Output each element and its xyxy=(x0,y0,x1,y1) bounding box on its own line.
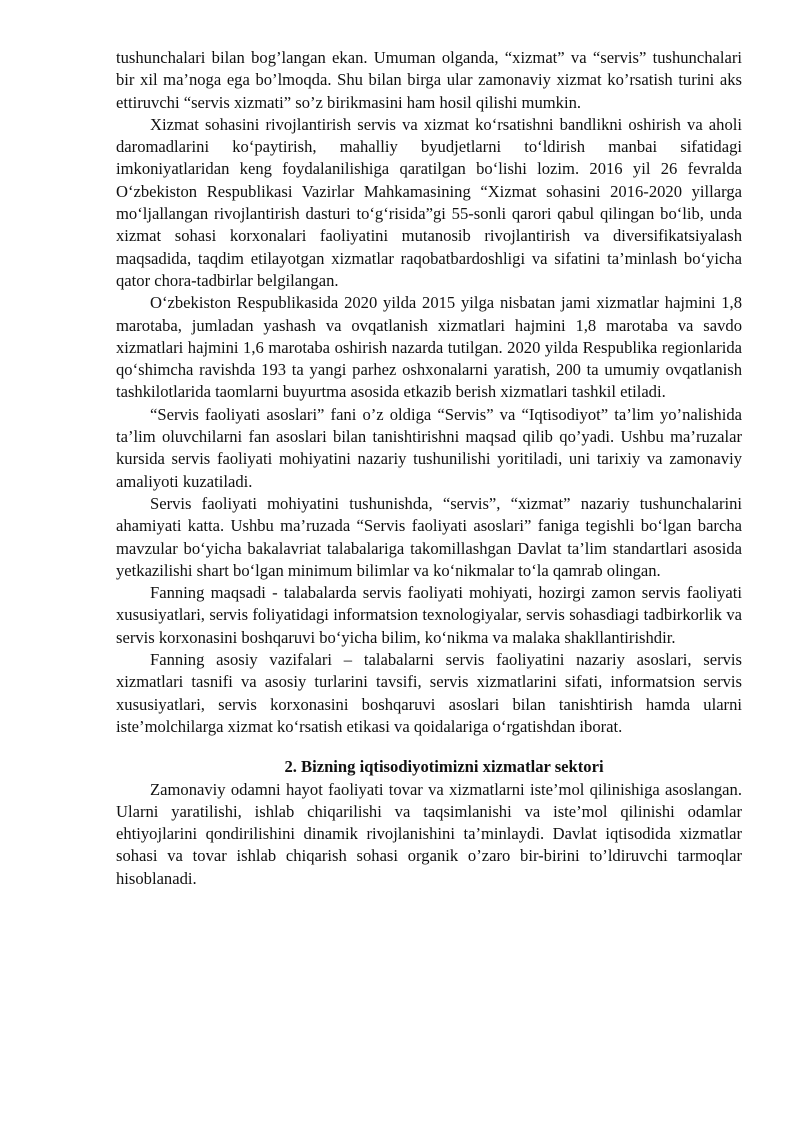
paragraph: tushunchalari bilan bog’langan ekan. Umuman olganda, “xizmat” va “servis” tushunchalari bir xil ma’noga ega bo’lmoqda. Shu bilan birga ular zamonaviy xizmat ko’rsatish turini aks ettiruvchi “servis xizmati” so’z birikmasini ham hosil qilishi mumkin. xyxy=(116,48,742,112)
paragraph: O‘zbekiston Respublikasida 2020 yilda 2015 yilga nisbatan jami xizmatlar hajmini 1,8 marotaba, jumladan yashash va ovqatlanish xizmatlari hajmini 1,8 marotaba va savdo xizmatlari hajmini 1,6 marotaba oshirish nazarda tutilgan. 2020 yilda Respublika regionlarida qo‘shimcha ravishda 193 ta yangi parhez oshxonalarni yaratish, 200 ta umumiy ovqatlanish tashkilotlarida taomlarni buyurtma asosida etkazib berish xizmatlari tashkil etiladi. xyxy=(116,293,742,402)
paragraph: Fanning maqsadi - talabalarda servis faoliyati mohiyati, hozirgi zamon servis faoliyati xususiyatlari, servis foliyatidagi informatsion texnologiyalar, servis sohasdiagi tadbirkorlik va servis korxonasini boshqaruvi bo‘yicha bilim, ko‘nikma va malaka shakllantirishdir. xyxy=(116,583,742,647)
section-heading: 2. Bizning iqtisodiyotimizni xizmatlar sektori xyxy=(284,757,604,777)
spacer xyxy=(116,738,742,756)
paragraph: Xizmat sohasini rivojlantirish servis va xizmat ko‘rsatishni bandlikni oshirish va aholi daromadlarini ko‘paytirish, mahalliy byudjetlarni to‘ldirish manbai sifatidagi imkoniyatlaridan keng foydalanilishiga qaratilgan bo‘lishi lozim. 2016 yil 26 fevralda O‘zbekiston Respublikasi Vazirlar Mahkamasining “Xizmat sohasini 2016-2020 yillarga mo‘ljallangan rivojlantirish dasturi to‘g‘risida”gi 55-sonli qarori qabul qilingan bo‘lib, unda xizmat sohasi korxonalari faoliyatini mutanosib rivojlantirish va diversifikatsiyalash maqsadida, taqdim etilayotgan xizmatlar raqobatbardoshligi va sifatini ta’minlash bo‘yicha qator chora-tadbirlar belgilangan. xyxy=(116,114,742,290)
paragraph: Servis faoliyati mohiyatini tushunishda, “servis”, “xizmat” nazariy tushunchalarini ahamiyati katta. Ushbu ma’ruzada “Servis faoliyati asoslari” faniga tegishli bo‘lgan barcha mavzular bo‘yicha bakalavriat talabalariga takomillashgan Davlat ta’lim standartlari asosida yetkazilishi shart bo‘lgan minimum bilimlar va ko‘nikmalar to‘la qamrab olingan. xyxy=(116,493,742,580)
paragraph: “Servis faoliyati asoslari” fani o’z oldiga “Servis” va “Iqtisodiyot” ta’lim yo’nalishida ta’lim oluvchilarni fan asoslari bilan tanishtirishni maqsad qilib qo’yadi. Ushbu ma’ruzalar kursida servis faoliyati mohiyatini nazariy tushunilishi yoritiladi, uni tarixiy va zamonaviy amaliyoti kuzatiladi. xyxy=(116,404,742,491)
paragraph: Zamonaviy odamni hayot faoliyati tovar va xizmatlarni iste’mol qilinishiga asoslangan. Ularni yaratilishi, ishlab chiqarilishi va taqsimlanishi va iste’mol qilinishi odamlar ehtiyojlarini qondirilishini dinamik rivojlanishini ta’minlaydi. Davlat iqtisodida xizmatlar sohasi va tovar ishlab chiqarish sohasi organik o’zaro bir-birini to’ldiruvchi tarmoqlar hisoblanadi. xyxy=(116,779,742,888)
paragraph: Fanning asosiy vazifalari – talabalarni servis faoliyatini nazariy asoslari, servis xizmatlari tasnifi va asosiy turlarini tavsifi, servis xizmatlarini sifati, informatsion servis xususiyatlari, servis korxonasini boshqaruvi asoslari bilan tanishtirish hamda ularni iste’molchilarga xizmat ko‘rsatish etikasi va qoidalariga o‘rgatishdan iborat. xyxy=(116,650,742,736)
document-page xyxy=(116,47,742,890)
